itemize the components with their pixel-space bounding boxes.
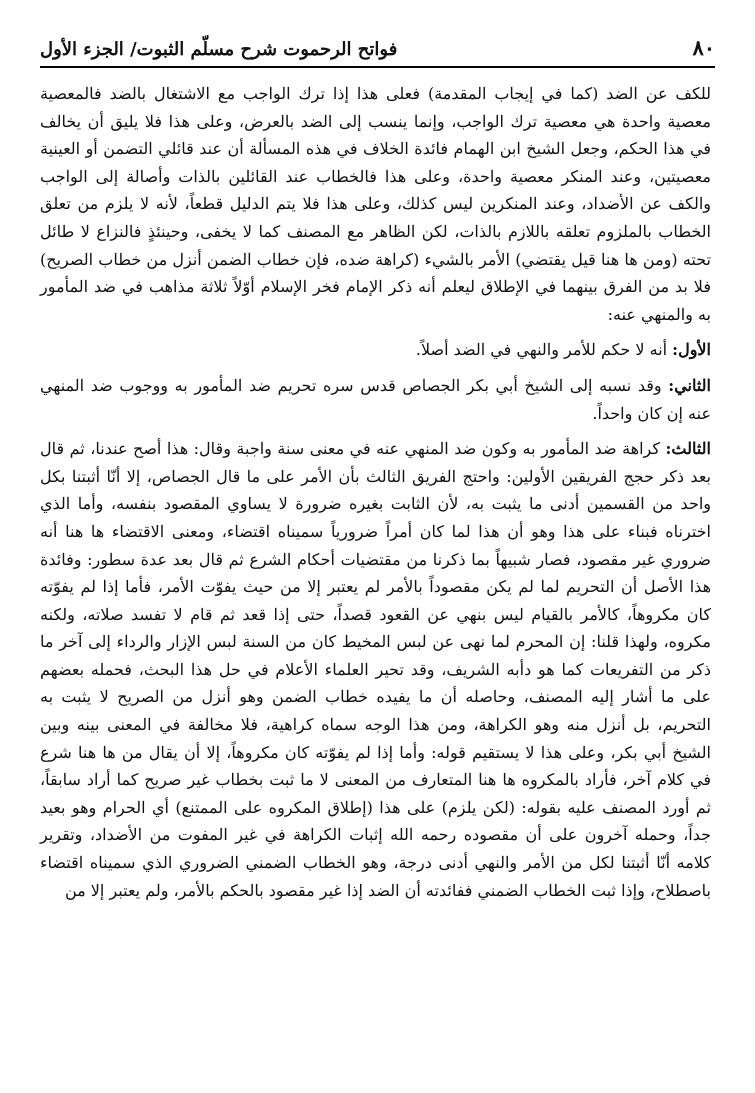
running-title: فواتح الرحموت شرح مسلّم الثبوت/ الجزء الأول [40, 39, 398, 60]
paragraph-label: الثاني: [668, 375, 711, 395]
paragraph-label: الثالث: [665, 439, 711, 459]
paragraph-text: أنه لا حكم للأمر والنهي في الضد أصلاً. [415, 340, 673, 360]
paragraph-text: كراهة ضد المأمور به وكون ضد المنهي عنه في معنى سنة واجبة وقال: هذا أصح عندنا، ثم قال بعد ذكر حجج الفريقين الأولين: واحتج الفريق الثالث بأن الأمر على ما قال الجصاص، إلا أنّا أثبتنا بكل واحد من القسمين أدنى ما يثبت به، لأن الثابت بغيره ضرورة لا يساوي المقصود بنفسه، وأما الذي اخترناه فبناء على هذا وهو أن هذا لما كان أمراً ضرورياً سميناه اقتضاء، ومعنى الاقتضاء ها هنا أنه ضروري غير مقصود، فصار شبيهاً بما ذكرنا من مقتضيات أحكام الشرع ثم قال بعد عدة سطور: وفائدة هذا الأصل أن التحريم لما لم يكن مقصوداً بالأمر لم يعتبر إلا من حيث يفوّت الأمر، فأما إذا لم يفوّته كان مكروهاً، كالأمر بالقيام ليس بنهي عن القعود قصداً، حتى إذا قعد ثم قام لا تفسد صلاته، ولكنه مكروه، ولهذا قلنا: إن المحرم لما نهى عن لبس المخيط كان من السنة لبس الإزار والرداء إلى آخر ما ذكر من التفريعات كما هو دأبه الشريف، وقد تحير العلماء الأعلام في حل هذا البحث، فحمله بعضهم على ما أشار إليه المصنف، وحاصله أن ما يفيده خطاب الضمن وهو أنزل من الصريح لا يثبت به التحريم، بل أنزل منه وهو الكراهة، ومن هذا الوجه سماه كراهية، فلا مخالفة في المعنى بينه وبين الشيخ أبي بكر، وعلى هذا لا يستقيم قوله: وأما إذا لم يفوّته كان مكروهاً، إلا أن يقال من ها هنا شرع في كلام آخر، فأراد بالمكروه ها هنا المتعارف من المعنى لا ما ثبت بخطاب غير صريح كما أراد سابقاً، ثم أورد المصنف عليه بقوله: (لكن يلزم) على هذا (إطلاق المكروه على الممتنع) أي الحرام وهو بعيد جداً، وحمله آخرون على أن مقصوده رحمه الله إثبات الكراهة في غير المفوت من الأضداد، وتقرير كلامه أنّا أثبتنا لكل من الأمر والنهي أدنى درجة، وهو الخطاب الضمني الضروري الذي سميناه اقتضاء باصطلاح، وإذا ثبت الخطاب الضمني ففائدته أن الضد إذا غير مقصود بالحكم بالأمر، ولم يعتبر إلا من [40, 439, 711, 900]
paragraph-intro [40, 80, 711, 328]
page-number: ٨٠ [692, 35, 715, 60]
page-body [40, 80, 711, 904]
page-header [40, 28, 715, 68]
paragraph-text: للكف عن الضد (كما في إيجاب المقدمة) فعلى هذا إذا ترك الواجب مع الاشتغال بالضد فالمعصية معصية واحدة هي معصية ترك الواجب، وإنما ينسب إلى الضد بالعرض، وعلى هذا فلا يليق أن يخالف في هذا الحكم، وجعل الشيخ ابن الهمام فائدة الخلاف في هذه المسألة أن عند قائلي التضمن أو العينية معصيتين، وعند المنكر معصية واحدة، وعلى هذا فالخطاب عند القائلين بالذات وأصالة إلى الواجب والكف عن الأضداد، وعند المنكرين ليس كذلك، وعلى هذا فلا يتم الدليل قطعاً، لأنه لا يلزم من تعلق الخطاب بالملزوم تعلقه باللازم بالذات، لكن الظاهر مع المصنف كما لا يخفى، وحينئذٍ فالنزاع لا طائل تحته (ومن ها هنا قيل يقتضي) الأمر بالشيء (كراهة ضده، فإن خطاب الضمن أنزل من خطاب الصريح) فلا بد من الفرق بينهما في الإطلاق ليعلم أنه ذكر الإمام فخر الإسلام أوّلاً ثلاثة مذاهب في ضد المأمور به والمنهي عنه: [40, 84, 712, 324]
paragraph-label: الأول: [672, 340, 711, 360]
paragraph-text: وقد نسبه إلى الشيخ أبي بكر الجصاص قدس سره تحريم ضد المأمور به ووجوب ضد المنهي عنه إن كان واحداً. [40, 375, 711, 423]
paragraph-first-opinion [40, 336, 711, 364]
paragraph-third-opinion [40, 435, 711, 904]
paragraph-second-opinion [40, 372, 711, 427]
